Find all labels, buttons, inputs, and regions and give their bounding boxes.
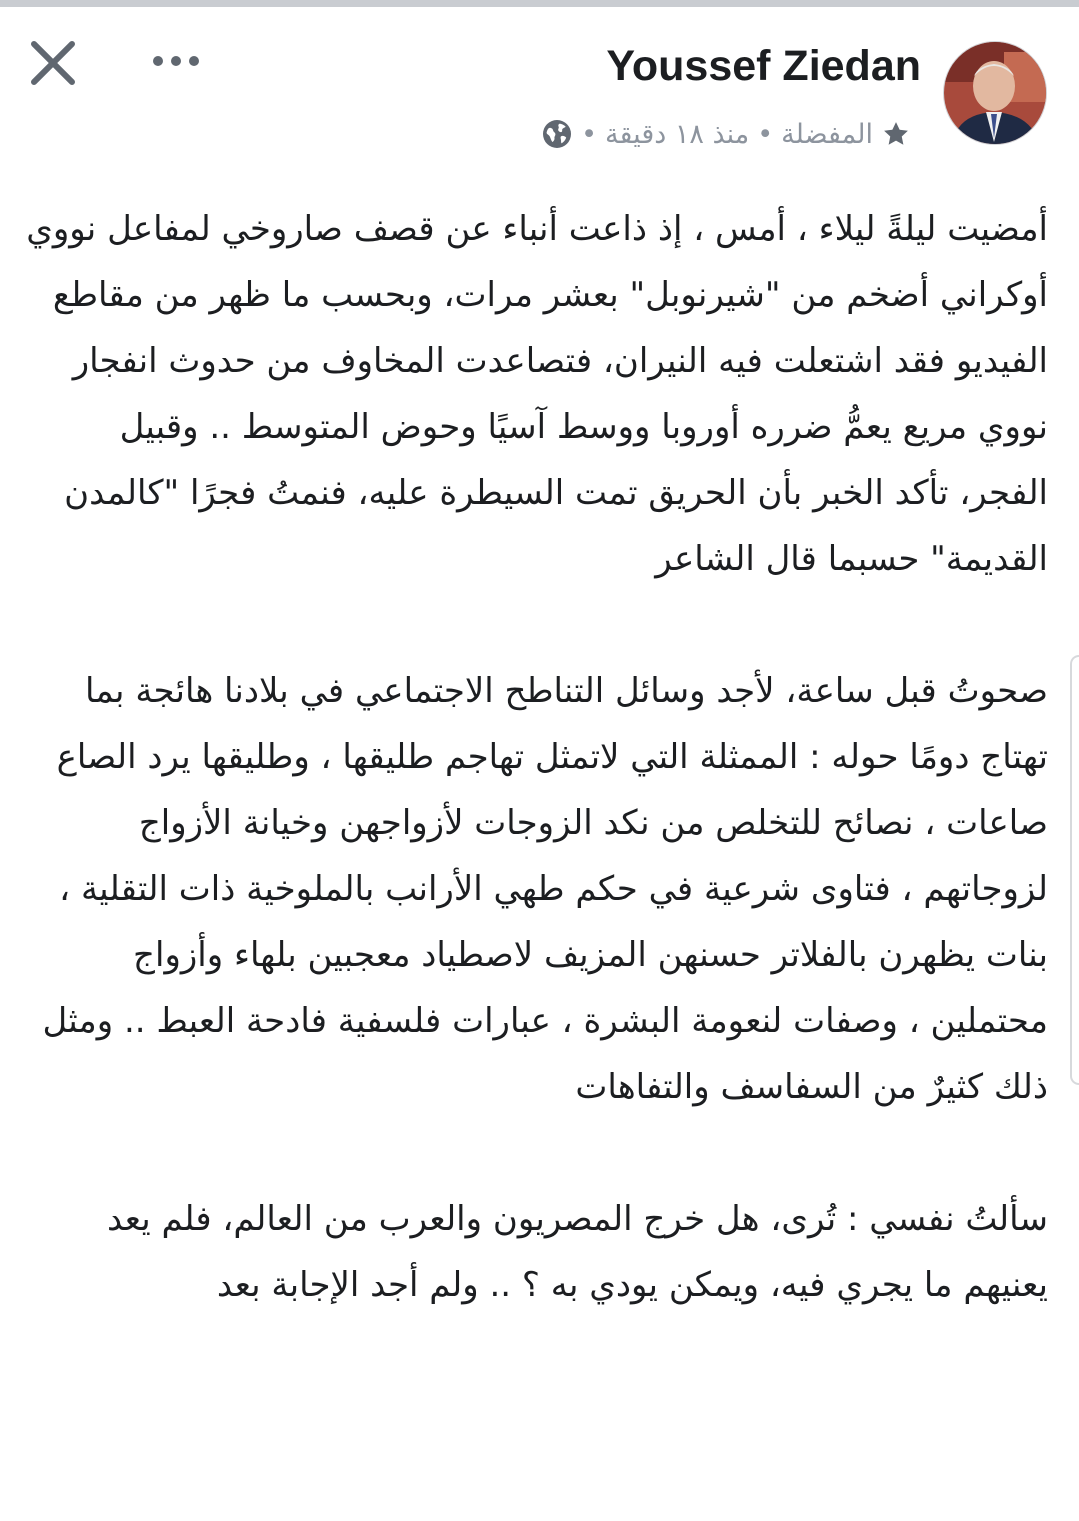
star-icon [881, 119, 911, 149]
favorites-label[interactable]: المفضلة [781, 118, 873, 150]
scrollbar[interactable] [1070, 655, 1079, 1085]
globe-icon[interactable] [541, 118, 573, 150]
post-body [24, 196, 1048, 1318]
meta-separator-trailing: • [581, 118, 598, 150]
more-options-icon [150, 44, 202, 78]
more-options-button[interactable] [150, 44, 202, 78]
meta-separator: • [757, 118, 774, 150]
avatar[interactable] [943, 41, 1047, 145]
author-name[interactable]: Youssef Ziedan [606, 42, 921, 90]
top-divider-strip [0, 0, 1079, 7]
post-meta [541, 110, 911, 158]
close-icon [30, 40, 76, 86]
close-button[interactable] [30, 40, 76, 86]
post-paragraph: صحوتُ قبل ساعة، لأجد وسائل التناطح الاجتماعي في بلادنا هائجة بما تهتاج دومًا حوله : الممثلة التي لاتمثل تهاجم طليقها ، وطليقها يرد الصاع صاعات ، نصائح للتخلص من نكد الزوجات لأزواجهن وخيانة الأزواج لزوجاتهم ، فتاوى شرعية في حكم طهي الأرانب بالملوخية ذات التقلية ، بنات يظهرن بالفلاتر حسنهن المزيف لاصطياد معجبين بلهاء وأزواج محتملين ، وصفات لنعومة البشرة ، عبارات فلسفية فادحة العبط .. ومثل ذلك كثيرٌ من السفاسف والتفاهات [42, 671, 1048, 1107]
post-timestamp[interactable]: منذ ١٨ دقيقة [605, 118, 750, 150]
author-photo [944, 42, 1047, 145]
post-paragraph: أمضيت ليلةً ليلاء ، أمس ، إذ ذاعت أنباء عن قصف صاروخي لمفاعل نووي أوكراني أضخم من "شيرنوبل" بعشر مرات، وبحسب ما ظهر من مقاطع الفيديو فقد اشتعلت فيه النيران، فتصاعدت المخاوف من حدوث انفجار نووي مريع يعمُّ ضرره أوروبا ووسط آسيًا وحوض المتوسط .. وقبيل الفجر، تأكد الخبر بأن الحريق تمت السيطرة عليه، فنمتُ فجرًا "كالمدن القديمة" حسبما قال الشاعر [26, 209, 1048, 579]
post-paragraph: سألتُ نفسي : تُرى، هل خرج المصريون والعرب من العالم، فلم يعد يعنيهم ما يجري فيه، ويمكن يودي به ؟ .. ولم أجد الإجابة بعد [106, 1199, 1048, 1305]
